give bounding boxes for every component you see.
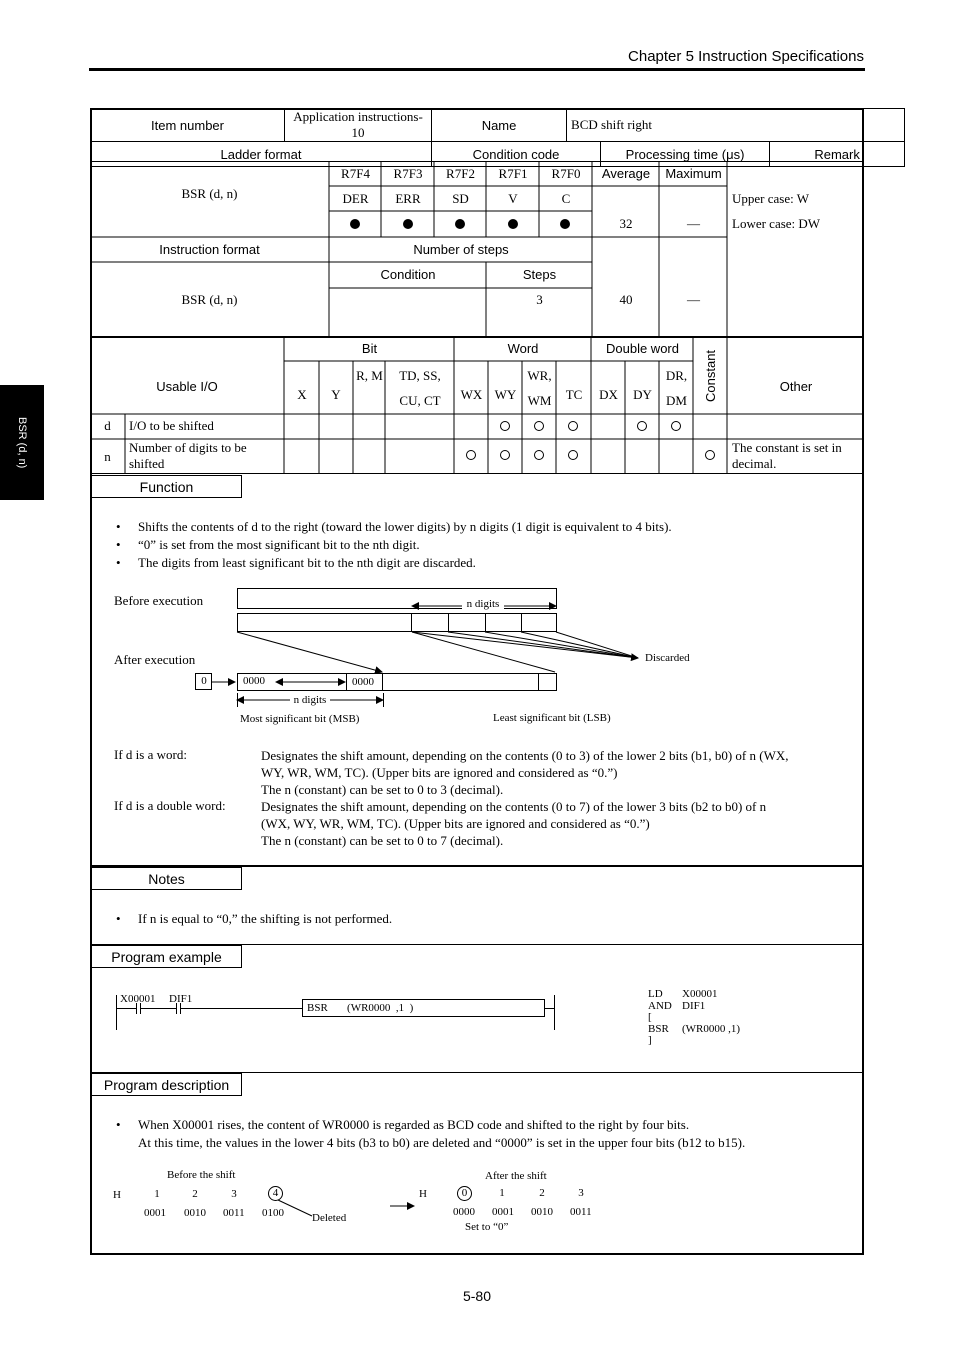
col-dr: DR, DM (665, 368, 688, 408)
bit-label: Bit (361, 341, 378, 356)
maximum-value-2: — (687, 292, 700, 307)
contact-dif1: DIF1 (169, 993, 193, 1005)
header-rule (89, 68, 865, 71)
chapter-header: Chapter 5 Instruction Specifications (628, 48, 864, 65)
before-execution-label: Before execution (114, 593, 204, 608)
col-dy: DY (633, 387, 652, 402)
col-x: X (297, 387, 307, 402)
function-bullets (114, 518, 854, 572)
remark-2: Lower case: DW (732, 216, 821, 231)
notes-label: Notes (91, 867, 242, 890)
before-h: H (113, 1189, 121, 1201)
discarded-label: Discarded (645, 652, 690, 664)
zero-input: 0 (201, 675, 207, 687)
item-number: Application instructions-10 (285, 109, 432, 142)
row-d-symbol: d (104, 418, 111, 433)
if-word-line-2: WY, WR, WM, TC). (Upper bits are ignored and considered as “0.”) (261, 765, 618, 780)
row-n-other: The constant is set in decimal. (732, 440, 842, 471)
maximum-value: — (687, 216, 700, 231)
code-op-2: AND (648, 999, 672, 1012)
ladder-value: BSR (d, n) (181, 186, 238, 201)
cc-reg-2: R7F2 (446, 166, 475, 181)
word-label: Word (507, 341, 539, 356)
function-bullet-2: • “0” is set from the most significant bit to the nth digit. (114, 536, 854, 554)
average-label: Average (601, 166, 651, 181)
other-label: Other (779, 379, 813, 394)
processing-time-label: Processing time (μs) (601, 142, 770, 167)
item-number-label: Item number (91, 109, 285, 142)
program-description-label: Program description (91, 1073, 242, 1096)
function-bullet-1: • Shifts the contents of d to the right (toward the lower digits) by n digits (1 digit is equivalent to 4 bits). (114, 518, 854, 536)
before-digit-2: 2 (192, 1188, 198, 1200)
deleted-label: Deleted (312, 1212, 347, 1224)
cc-name-3: V (508, 191, 518, 206)
remark-1: Upper case: W (732, 191, 810, 206)
ladder-format-label: Ladder format (91, 142, 432, 167)
description-bullet-1 (114, 1116, 854, 1152)
col-rm: R, M (356, 368, 383, 383)
n-digits-bottom: n digits (290, 694, 330, 706)
steps-label: Steps (522, 267, 557, 282)
example-code (648, 989, 740, 1047)
usable-io-label: Usable I/O (156, 379, 218, 394)
maximum-label: Maximum (665, 166, 722, 181)
name-label: Name (432, 109, 567, 142)
cc-name-2: SD (452, 191, 469, 206)
double-word-label: Double word (606, 341, 679, 356)
average-value-2: 40 (619, 292, 633, 307)
cc-name-0: DER (342, 191, 369, 206)
code-op-3: [ (648, 1011, 652, 1023)
code-op-5: ] (648, 1034, 652, 1046)
cc-reg-4: R7F0 (551, 166, 581, 181)
average-value: 32 (619, 216, 633, 231)
page-number: 5-80 (462, 1288, 492, 1304)
instruction-format-label: Instruction format (159, 242, 260, 257)
cc-name-1: ERR (395, 191, 421, 206)
steps-value: 3 (536, 292, 543, 307)
instruction-name: BCD shift right (567, 109, 905, 142)
zero-fill-a: 0000 (243, 675, 265, 687)
after-digit-2: 1 (499, 1187, 505, 1199)
col-dx: DX (599, 387, 618, 402)
col-wy: WY (494, 387, 517, 402)
side-tab: BSR (d, n) (0, 385, 44, 500)
description-line-2: At this time, the values in the lower 4 bits (b3 to b0) are deleted and “0000” is set in the upper four bits (b12 to b15). (138, 1135, 746, 1150)
contact-x00001: X00001 (120, 993, 156, 1005)
before-bits-4: 0100 (262, 1207, 284, 1219)
after-digit-3: 2 (539, 1187, 545, 1199)
after-bits-3: 0010 (531, 1206, 553, 1218)
deleted-pointer (274, 1198, 424, 1218)
after-bits-1: 0000 (453, 1206, 475, 1218)
after-execution-label: After execution (114, 652, 196, 667)
bsr-box-text: BSR (WR0000 ,1 ) (307, 1002, 414, 1014)
if-dword-line-2: (WX, WY, WR, WM, TC). (Upper bits are ignored and considered as “0.”) (261, 816, 650, 831)
if-word-line-3: The n (constant) can be set to 0 to 3 (decimal). (261, 782, 504, 797)
col-wx: WX (460, 387, 483, 402)
n-digits-top: n digits (462, 598, 504, 610)
after-bits-4: 0011 (570, 1206, 592, 1218)
msb-label: Most significant bit (MSB) (240, 713, 360, 725)
if-dword-line-1: Designates the shift amount, depending on the contents (0 to 7) of the lower 3 bits (b2 to b0) of n (261, 799, 767, 814)
cc-reg-3: R7F1 (498, 166, 528, 181)
condition-code-label: Condition code (432, 142, 601, 167)
if-dword-text (261, 798, 856, 849)
before-bits-1: 0001 (144, 1207, 166, 1219)
before-digit-4: 4 (268, 1186, 283, 1201)
if-dword-label: If d is a double word: (114, 798, 226, 813)
set-to-zero-label: Set to “0” (465, 1221, 509, 1233)
code-arg-4: (WR0000 ,1) (682, 1022, 741, 1035)
col-y: Y (331, 387, 341, 402)
code-op-1: LD (648, 988, 663, 1000)
before-bits-3: 0011 (223, 1207, 245, 1219)
code-arg-2: DIF1 (682, 999, 706, 1012)
after-h: H (419, 1188, 427, 1200)
col-td: TD, SS, CU, CT (399, 368, 441, 408)
instruction-value: BSR (d, n) (181, 292, 238, 307)
lsb-label: Least significant bit (LSB) (493, 712, 611, 724)
before-digit-3: 3 (231, 1188, 237, 1200)
after-bits-2: 0001 (492, 1206, 514, 1218)
before-shift-title: Before the shift (167, 1169, 236, 1181)
notes-bullet-1: • If n is equal to “0,” the shifting is not performed. (114, 910, 854, 928)
col-tc: TC (565, 387, 583, 402)
code-op-4: BSR (648, 1022, 669, 1035)
col-wr: WR, WM (527, 368, 552, 408)
after-shift-title: After the shift (485, 1170, 547, 1182)
program-example-label: Program example (91, 945, 242, 968)
code-arg-1: X00001 (682, 988, 718, 1000)
before-bits-2: 0010 (184, 1207, 206, 1219)
row-d-desc: I/O to be shifted (129, 418, 214, 433)
description-bullets (114, 1116, 854, 1152)
cc-name-4: C (561, 191, 571, 206)
if-dword-line-3: The n (constant) can be set to 0 to 7 (decimal). (261, 833, 504, 848)
number-of-steps-label: Number of steps (413, 242, 509, 257)
after-digit-1: 0 (457, 1186, 472, 1201)
row-n-desc: Number of digits to be shifted (129, 440, 247, 471)
notes-bullets (114, 910, 854, 928)
before-digit-1: 1 (154, 1188, 160, 1200)
description-line-1: • When X00001 rises, the content of WR0000 is regarded as BCD code and shifted to the right by four bits. (138, 1117, 690, 1132)
after-digit-4: 3 (578, 1187, 584, 1199)
function-bullet-3: • The digits from least significant bit to the nth digit are discarded. (114, 554, 854, 572)
remark-label: Remark (770, 142, 905, 167)
cc-reg-1: R7F3 (393, 166, 423, 181)
constant-label: Constant (703, 349, 718, 403)
if-word-line-1: Designates the shift amount, depending on the contents (0 to 3) of the lower 2 bits (b1, b0) of n (WX, (261, 748, 789, 763)
if-word-text (261, 747, 856, 798)
function-label: Function (91, 475, 242, 498)
zero-fill-b: 0000 (352, 676, 374, 688)
condition-label: Condition (380, 267, 436, 282)
if-word-label: If d is a word: (114, 747, 187, 762)
row-n-symbol: n (104, 449, 111, 464)
cc-reg-0: R7F4 (341, 166, 370, 181)
